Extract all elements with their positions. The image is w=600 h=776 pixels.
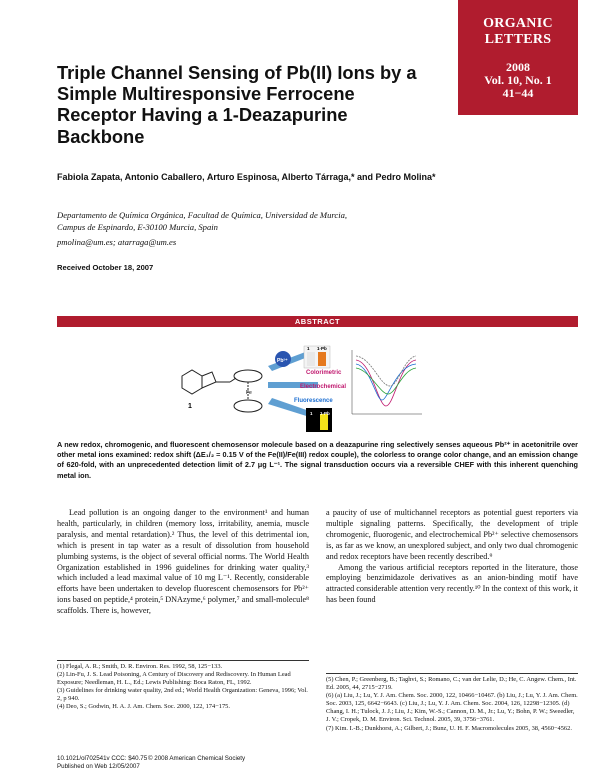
channel-colorimetric: Colorimetric xyxy=(306,370,342,376)
body-right-column xyxy=(326,508,578,606)
reference-item: (2) Lin-Fu, J. S. Lead Poisoning, A Century of Discovery and Rediscovery. In Human Lead Exposure; Needleman, H. L., Ed.; Lewis Publishing: Boca Raton, FL, 1992. xyxy=(57,671,291,687)
copyright-notice: © 2008 American Chemical Society xyxy=(148,755,246,762)
abstract-heading-bar xyxy=(57,316,578,327)
abstract-text: A new redox, chromogenic, and fluorescent chemosensor molecule based on a deazapurine ring selectively senses aqueous Pb²⁺ in acetonitrile over other metal ions examined: redox shift (ΔE₁/₂ = 0.15 V of the Fe(II)/Fe(III) redox couple), the colorless to orange color change, and an emission change of 620-fold, with an unprecedented detection limit of 2.7 μg L⁻¹. The signal transduction occurs via a reversible CHEF with this inherent quenching metal ion. xyxy=(57,440,578,480)
vial-bottom-label-2: 1·Pb xyxy=(320,411,330,416)
references-right xyxy=(326,673,578,733)
author-list: Fabiola Zapata, Antonio Caballero, Arturo Espinosa, Alberto Tárraga,* and Pedro Molina* xyxy=(57,172,436,182)
doi-block xyxy=(57,755,147,770)
affiliation xyxy=(57,209,477,233)
body-paragraph: a paucity of use of multichannel receptors as potential guest reporters via multiple signaling patterns. Specifically, the development of triple chromogenic, fluorogenic, and electrochemical Pb²⁺ selective chemosensors is, as far as we know, an unexplored subject, and only two dual chromogenic and redox receptors have been recently described.⁹ xyxy=(326,508,578,561)
journal-volume: Vol. 10, No. 1 xyxy=(484,73,552,87)
vial-top-label-2: 1·Pb xyxy=(317,346,327,351)
affiliation-line1: Departamento de Química Orgánica, Facultad de Química, Universidad de Murcia, xyxy=(57,210,348,220)
journal-badge xyxy=(458,0,578,115)
affiliation-line2: Campus de Espinardo, E-30100 Murcia, Spain xyxy=(57,222,218,232)
abstract-heading: ABSTRACT xyxy=(294,317,341,326)
channel-fluorescence: Fluorescence xyxy=(294,398,333,404)
journal-name-line1: ORGANIC xyxy=(483,16,553,31)
ferrocene-label: Fe xyxy=(246,390,252,396)
reference-item: (5) Chen, P.; Greenberg, B.; Taghvi, S.; Romano, C.; van der Lelie, D.; He, C. Angew. Chem., Int. Ed. 2005, 44, 2715−2719. xyxy=(326,676,577,692)
article-title: Triple Channel Sensing of Pb(II) Ions by a Simple Multiresponsive Ferrocene Receptor Having a 1-Deazapurine Backbone xyxy=(57,62,417,147)
references-left xyxy=(57,660,309,712)
pb-ion-label: Pb²⁺ xyxy=(277,358,288,364)
journal-name-line2: LETTERS xyxy=(484,32,552,47)
vial-bottom-label-1: 1 xyxy=(310,411,313,416)
reference-item: (1) Flegal, A. R.; Smith, D. R. Environ. Res. 1992, 58, 125−133. xyxy=(57,663,223,670)
journal-pages: 41−44 xyxy=(502,86,534,100)
body-paragraph: Among the various artificial receptors reported in the literature, those employing benzimidazole derivatives as an anion-binding motif have attracted considerable attention very recently.¹⁰ In the context of this work, it has been found xyxy=(326,562,578,605)
graphical-abstract xyxy=(176,336,426,436)
body-paragraph: Lead pollution is an ongoing danger to the environment¹ and human health, particularly, in children (memory loss, irritability, anemia, muscle paralysis, and mental retardation).² Thus, the level of this detrimental ion, which is present in tap water as a result of dissolution from household plumbing systems, is the object of several official norms. The World Health Organization established in 1996 guidelines for drinking water quality,³ which included a lead maximal value of 10 mg L⁻¹. Recently, considerable efforts have been undertaken to develop fluorescent chemosensors for Pb²⁺ ions based on peptide,⁴ protein,⁵ DNAzyme,⁶ polymer,⁷ and small-molecule⁸ scaffolds. There is, however, xyxy=(57,508,309,616)
compound-label: 1 xyxy=(188,403,192,410)
journal-year: 2008 xyxy=(506,60,530,74)
body-left-column xyxy=(57,508,309,617)
reference-item: (7) Kim. I.-B.; Dunkhorst, A.; Gilbert, J.; Bunz, U. H. F. Macromolecules 2005, 38, 4560−4562. xyxy=(326,724,572,732)
reference-item: (4) Deo, S.; Godwin, H. A. J. Am. Chem. Soc. 2000, 122, 174−175. xyxy=(57,703,230,711)
published-date: Published on Web 12/05/2007 xyxy=(57,762,140,770)
vial-top-label-1: 1 xyxy=(307,346,310,351)
doi-text[interactable]: 10.1021/ol702541v CCC: $40.75 xyxy=(57,755,148,762)
contact-email[interactable]: pmolina@um.es; atarraga@um.es xyxy=(57,237,177,247)
reference-item: (6) (a) Liu, J.; Lu, Y. J. Am. Chem. Soc. 2000, 122, 10466−10467. (b) Liu, J.; Lu, Y. J. Am. Chem. Soc. 2003, 125, 6642−6643. (c) Liu, J.; Lu, Y. J. Am. Chem. Soc. 2004, 126, 12298−12305. (d) Chang, I. H.; Tulock, J. J.; Liu, J.; Kim, W.-S.; Cannon, D. M., Jr.; Lu, Y.; Bohn, P. W.; Sweedler, J. V.; Cropek, D. M. Environ. Sci. Technol. 2005, 39, 3756−3761. xyxy=(326,692,578,724)
received-date: Received October 18, 2007 xyxy=(57,263,154,272)
voltammogram-plot xyxy=(352,350,422,414)
channel-electrochemical: Electrochemical xyxy=(300,384,347,390)
reference-item: (3) Guidelines for drinking water quality, 2nd ed.; World Health Organization: Geneva, 1996; Vol. 2, p 940. xyxy=(57,687,308,703)
